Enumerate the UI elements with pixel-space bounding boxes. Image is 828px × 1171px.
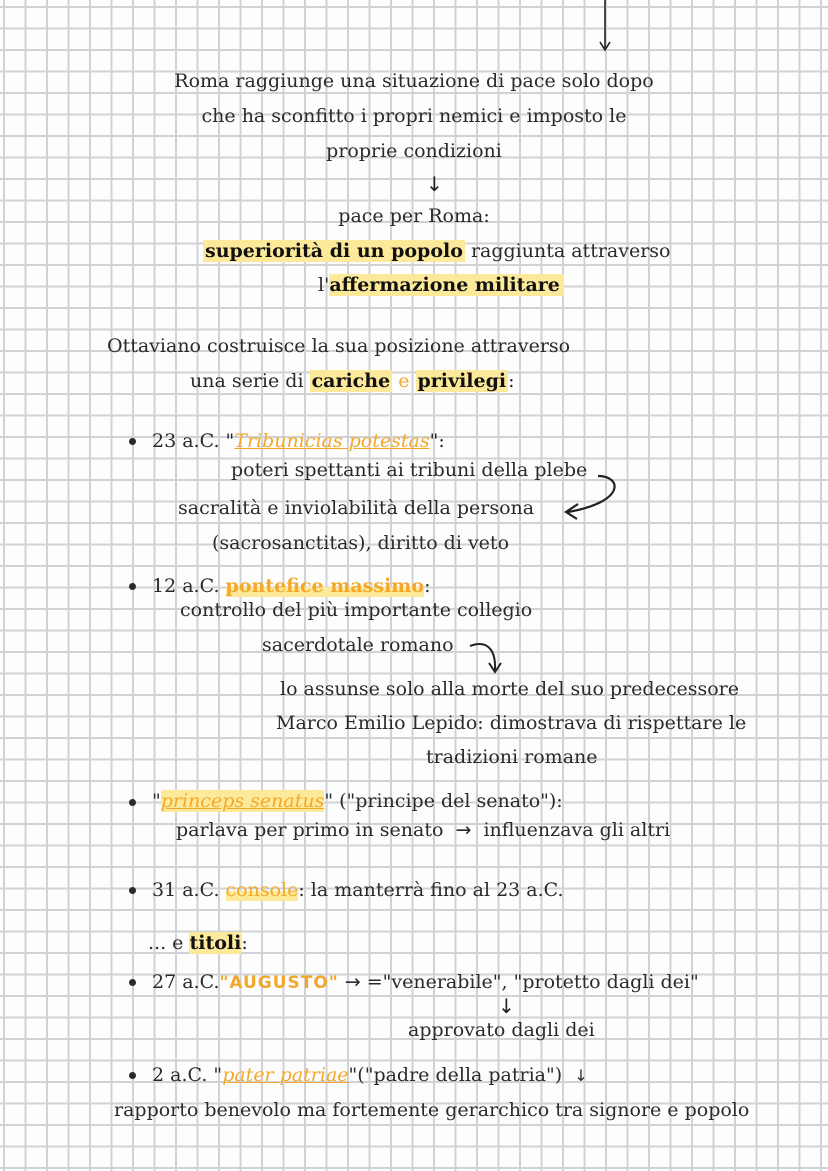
- princeps-heading: [152, 787, 563, 815]
- ottaviano-prefix: una serie di: [190, 370, 304, 392]
- ottaviano-colon: :: [508, 370, 515, 392]
- privilegi-highlight: privilegi: [417, 370, 507, 392]
- console-line: [152, 876, 564, 904]
- titoli-prefix: ... e: [148, 932, 184, 954]
- augusto-arrow-down-icon: ↓: [498, 994, 515, 1018]
- arrow-down-icon: [596, 0, 614, 54]
- console-year: 31 a.C.: [152, 879, 220, 901]
- ottaviano-line-1: Ottaviano costruisce la sua posizione attraverso: [107, 335, 571, 357]
- pater-line: [152, 1061, 588, 1090]
- tribunicia-line-2: sacralità e inviolabilità della persona: [178, 497, 535, 519]
- bullet-pontefice: [129, 583, 136, 590]
- pontefice-line-1: controllo del più importante collegio: [180, 599, 533, 621]
- curved-arrow-icon: [560, 472, 630, 522]
- console-title: console: [225, 879, 299, 901]
- augusto-meaning: ="venerabile", "protetto dagli dei": [366, 971, 699, 993]
- military-highlight: affermazione militare: [329, 274, 564, 296]
- intro-line-1: Roma raggiunge una situazione di pace solo dopo: [174, 70, 654, 92]
- tribunicia-line-1: poteri spettanti ai tribuni della plebe: [231, 459, 588, 481]
- pontefice-line-4: Marco Emilio Lepido: dimostrava di rispettare le: [276, 712, 747, 734]
- princeps-line-1b: influenzava gli altri: [483, 819, 671, 841]
- reached-through-text: raggiunta attraverso: [470, 240, 671, 262]
- intro-arrow-down-icon: ↓: [426, 172, 443, 196]
- tribunicia-title: Tribunicias potestas: [234, 430, 430, 452]
- princeps-line-1: [176, 816, 670, 844]
- superiority-line: [203, 237, 670, 265]
- console-after: : la manterrà fino al 23 a.C.: [298, 879, 564, 901]
- superiority-highlight: superiorità di un popolo: [205, 240, 463, 262]
- augusto-right-arrow-icon: →: [344, 971, 361, 993]
- tribunicia-line-3: (sacrosanctitas), diritto di veto: [212, 532, 510, 554]
- augusto-approved: approvato dagli dei: [408, 1019, 595, 1041]
- bullet-tribunicia: [129, 438, 136, 445]
- princeps-line-1a: parlava per primo in senato: [176, 819, 444, 841]
- peace-label: pace per Roma:: [338, 205, 490, 227]
- ottaviano-line-2: [190, 367, 515, 395]
- pontefice-line-5: tradizioni romane: [426, 746, 598, 768]
- top-arrow-icon: [596, 0, 614, 57]
- apostrophe-text: l': [318, 274, 330, 296]
- pater-after: "("padre della patria"): [348, 1064, 563, 1086]
- pontefice-line-3: lo assunse solo alla morte del suo predecessore: [280, 678, 739, 700]
- intro-line-2: che ha sconfitto i propri nemici e imposto le: [201, 105, 627, 127]
- pontefice-year: 12 a.C.: [152, 575, 220, 597]
- titoli-highlight: titoli: [189, 932, 242, 954]
- augusto-year: 27 a.C.: [152, 971, 220, 993]
- augusto-line: [152, 968, 699, 997]
- pontefice-line-2: sacerdotale romano: [262, 634, 454, 656]
- military-line: [318, 271, 564, 299]
- tribunicia-year: 23 a.C. ": [152, 430, 235, 452]
- tribunicia-after: ":: [429, 430, 445, 452]
- bullet-augusto: [129, 979, 136, 986]
- pater-conclusion: rapporto benevolo ma fortemente gerarchico tra signore e popolo: [114, 1099, 750, 1121]
- cariche-highlight: cariche: [311, 370, 391, 392]
- princeps-after: " ("principe del senato"):: [324, 790, 563, 812]
- bullet-pater: [129, 1072, 136, 1079]
- princeps-title: princeps senatus: [160, 790, 325, 812]
- titoli-line: [148, 929, 248, 957]
- bullet-console: [129, 887, 136, 894]
- intro-line-3: proprie condizioni: [326, 140, 502, 162]
- pontefice-after: :: [424, 575, 431, 597]
- augusto-title: "AUGUSTO": [219, 973, 339, 993]
- pontefice-title: pontefice massimo: [225, 575, 425, 597]
- curved-arrow-2-icon: [468, 640, 508, 676]
- princeps-before: ": [152, 790, 161, 812]
- bullet-princeps: [129, 799, 136, 806]
- pater-title: pater patriae: [222, 1064, 349, 1086]
- pater-year: 2 a.C. ": [152, 1064, 223, 1086]
- titoli-colon: :: [241, 932, 248, 954]
- tribunicia-heading: [152, 427, 445, 455]
- e-orange: e: [398, 370, 410, 392]
- right-arrow-icon: →: [455, 819, 472, 841]
- pater-arrow-down-icon: ↓: [574, 1066, 588, 1085]
